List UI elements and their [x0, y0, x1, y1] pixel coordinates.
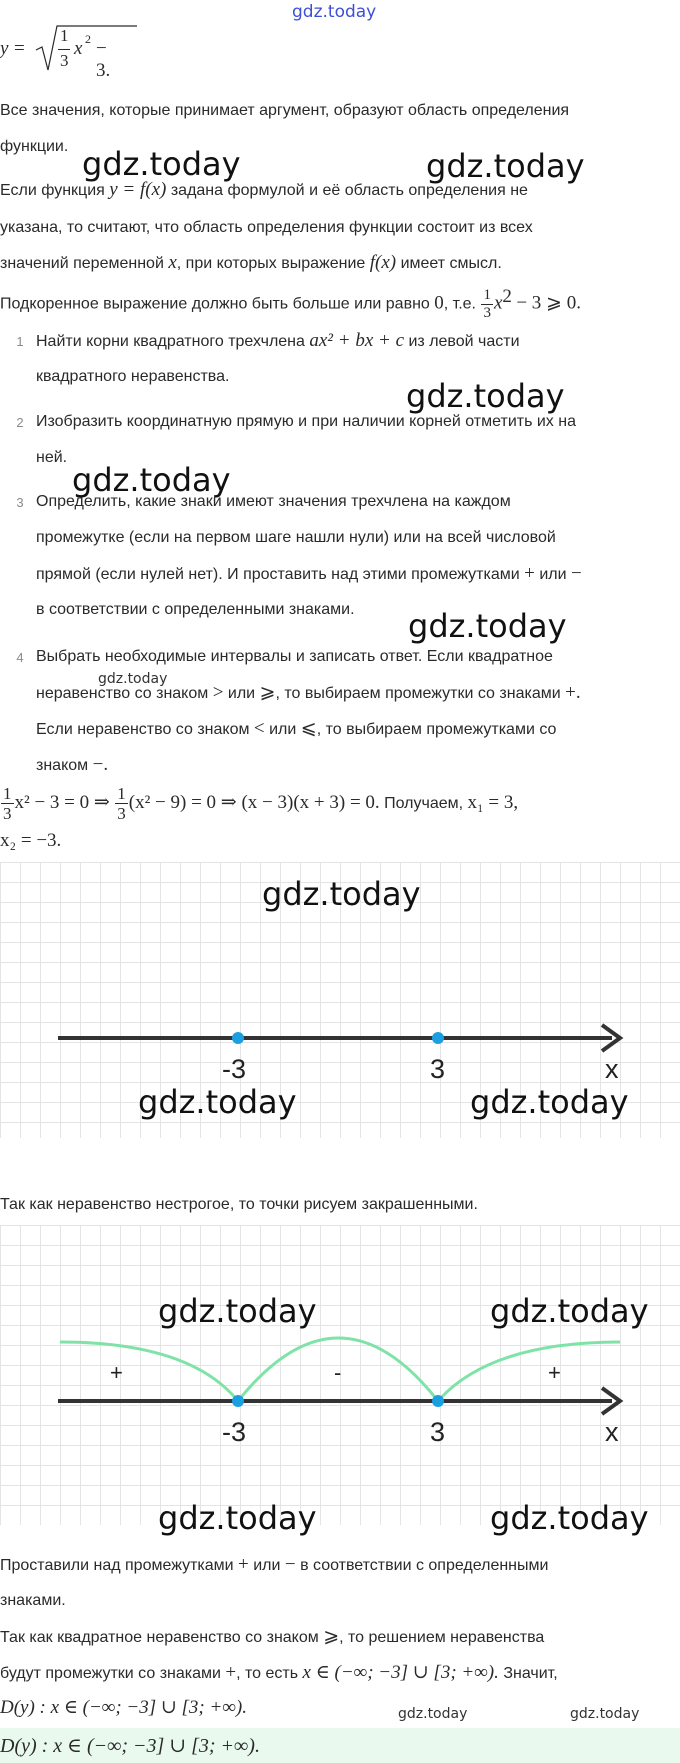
- watermark: gdz.today: [158, 1499, 317, 1537]
- step-4-line-3: Если неравенство со знаком < или ⩽, то выбираем промежутками со: [36, 718, 557, 739]
- conclusion-line-1: Проставили над промежутками + или − в соответствии с определенными: [0, 1554, 549, 1575]
- formula-eq: =: [14, 38, 25, 59]
- step-number: 2: [16, 415, 24, 430]
- formula-denominator: 3: [60, 51, 69, 70]
- watermark: gdz.today: [406, 377, 565, 415]
- step-1-line-1: Найти корни квадратного трехчлена ax² + bx + c из левой части: [36, 330, 520, 351]
- sign-label-right: +: [548, 1360, 561, 1385]
- tick-label-neg3: -3: [222, 1417, 247, 1447]
- formula-rest: − 3.: [96, 38, 111, 81]
- watermark-small: gdz.today: [570, 1706, 640, 1722]
- intro-line-4: указана, то считают, что область определения функции состоит из всех: [0, 219, 533, 236]
- conclusion-line-4: будут промежутки со знаками +, то есть x ∈ (−∞; −3] ∪ [3; +∞). Значит,: [0, 1662, 558, 1683]
- step-4-line-2: неравенство со знаком > или ⩾, то выбираем промежутки со знаками +.: [36, 682, 581, 703]
- formula-fraction-bar: [58, 49, 70, 50]
- formula-x: x: [74, 38, 83, 59]
- intro-line-1: Все значения, которые принимает аргумент, образуют область определения: [0, 102, 570, 119]
- formula-numerator: 1: [60, 26, 69, 45]
- step-2-line-1: Изобразить координатную прямую и при наличии корней отметить их на: [36, 413, 576, 430]
- watermark: gdz.today: [426, 147, 585, 185]
- sign-label-middle: -: [334, 1360, 342, 1385]
- step-number: 3: [16, 495, 24, 510]
- formula-y: y: [0, 38, 9, 59]
- step-3-line-3: прямой (если нулей нет). И проставить над этими промежутками + или −: [36, 563, 582, 584]
- conclusion-line-2: знаками.: [0, 1592, 66, 1609]
- watermark: gdz.today: [408, 607, 567, 645]
- point-neg3: [232, 1032, 244, 1044]
- solve-line-2: x₂ = −3.: [0, 830, 62, 851]
- step-1-line-2: квадратного неравенства.: [36, 368, 230, 385]
- tick-label-neg3: -3: [222, 1054, 247, 1084]
- strict-note: Так как неравенство нестрогое, то точки рисуем закрашенными.: [0, 1196, 478, 1213]
- intro-line-5: значений переменной x, при которых выражение f(x) имеет смысл.: [0, 252, 502, 273]
- point-3: [432, 1395, 444, 1407]
- watermark: gdz.today: [490, 1499, 649, 1537]
- sign-arc-right: [438, 1342, 620, 1401]
- watermark-small: gdz.today: [398, 1706, 468, 1722]
- number-line-chart-2: [0, 1225, 680, 1525]
- step-3-line-2: промежутке (если на первом шаге нашли нули) или на всей числовой: [36, 529, 556, 546]
- point-3: [432, 1032, 444, 1044]
- intro-line-6: Подкоренное выражение должно быть больше или равно 0, т.е. $\frac{1}{3}$ $x^2 - 3$ ⩾ 0.: [0, 286, 581, 321]
- axis-label-x: x: [605, 1417, 619, 1447]
- step-number: 4: [16, 650, 24, 665]
- watermark: gdz.today: [158, 1292, 317, 1330]
- intro-line-2: функции.: [0, 138, 69, 155]
- watermark: gdz.today: [262, 875, 421, 913]
- tick-label-3: 3: [430, 1417, 446, 1447]
- step-4-line-4: знаком −.: [36, 754, 109, 775]
- watermark: gdz.today: [82, 145, 241, 183]
- formula-power: 2: [85, 32, 91, 46]
- axis-label-x: x: [605, 1054, 619, 1084]
- intro-line-3: Если функция y = f(x) задана формулой и её область определения не: [0, 179, 528, 200]
- conclusion-line-5: D(y) : x ∈ (−∞; −3] ∪ [3; +∞).: [0, 1697, 247, 1718]
- watermark: gdz.today: [72, 461, 231, 499]
- step-number: 1: [16, 334, 24, 349]
- point-neg3: [232, 1395, 244, 1407]
- step-3-line-4: в соответствии с определенными знаками.: [36, 601, 355, 618]
- step-2-line-2: ней.: [36, 449, 68, 466]
- solve-line-1: $\frac{1}{3}$ x² − 3 = 0 ⇒ $\frac{1}{3}$ (x² − 9) = 0 ⇒ (x − 3)(x + 3) = 0. Получаем, x₁ = 3,: [3, 784, 519, 824]
- watermark: gdz.today: [138, 1083, 297, 1121]
- sign-label-left: +: [110, 1360, 123, 1385]
- tick-label-3: 3: [430, 1054, 446, 1084]
- site-header[interactable]: gdz.today: [292, 2, 377, 22]
- step-4-line-1: Выбрать необходимые интервалы и записать ответ. Если квадратное: [36, 648, 553, 665]
- sign-arc-left: [60, 1342, 238, 1401]
- watermark-small: gdz.today: [98, 671, 168, 687]
- watermark: gdz.today: [470, 1083, 629, 1121]
- answer-box: [0, 1728, 680, 1763]
- conclusion-line-3: Так как квадратное неравенство со знаком ⩾, то решением неравенства: [0, 1626, 545, 1647]
- step-3-line-1: Определить, какие знаки имеют значения трехчлена на каждом: [36, 493, 511, 510]
- answer-text: D(y) : x ∈ (−∞; −3] ∪ [3; +∞).: [0, 1735, 260, 1757]
- watermark: gdz.today: [490, 1292, 649, 1330]
